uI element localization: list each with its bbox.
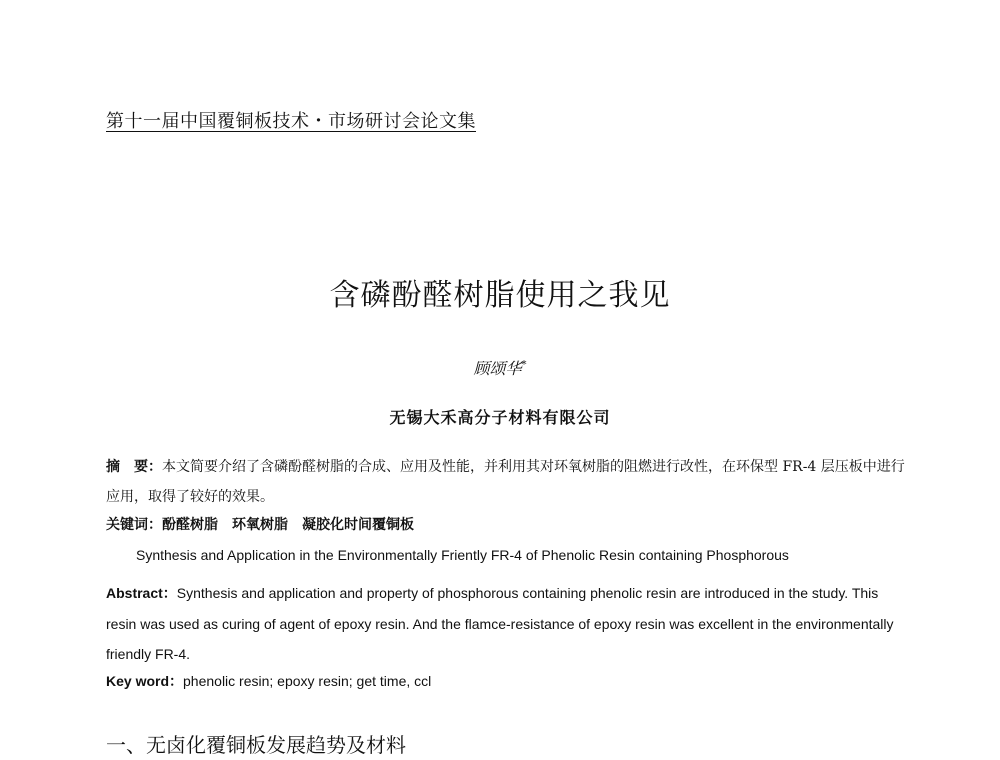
abstract-en-label: Abstract：	[106, 585, 177, 601]
section-heading-1: 一、无卤化覆铜板发展趋势及材料	[106, 733, 406, 757]
abstract-cn-label: 摘 要：	[106, 459, 162, 475]
keywords-en	[106, 671, 431, 691]
keywords-cn	[106, 514, 414, 534]
author-footnote-mark: *	[521, 359, 527, 371]
keywords-cn-label: 关键词：	[106, 517, 162, 533]
affiliation: 无锡大禾高分子材料有限公司	[389, 408, 611, 427]
abstract-cn-text: 本文简要介绍了含磷酚醛树脂的合成、应用及性能，并利用其对环氧树脂的阻燃进行改性，在环保型 FR-4 层压板中进行应用，取得了较好的效果。	[106, 459, 905, 505]
abstract-en	[106, 578, 896, 670]
paper-title: 含磷酚醛树脂使用之我见	[329, 278, 671, 313]
abstract-en-text: Synthesis and application and property of phosphorous containing phenolic resin are introduced in the study. This resin was used as curing of agent of epoxy resin. And the flamce-resistance of epoxy resin was excellent in the environmentally friendly FR-4.	[106, 585, 894, 662]
keywords-cn-terms: 酚醛树脂 环氧树脂 凝胶化时间覆铜板	[162, 517, 414, 533]
english-title: Synthesis and Application in the Environmentally Friently FR-4 of Phenolic Resin containing Phosphorous	[136, 547, 789, 563]
keywords-en-terms: phenolic resin; epoxy resin; get time, ccl	[183, 673, 432, 689]
author-name: 顾颂华	[473, 359, 522, 378]
keywords-en-label: Key word：	[106, 673, 184, 689]
author-line	[0, 356, 1000, 379]
running-header: 第十一届中国覆铜板技术・市场研讨会论文集	[106, 111, 476, 132]
abstract-cn	[106, 452, 906, 512]
